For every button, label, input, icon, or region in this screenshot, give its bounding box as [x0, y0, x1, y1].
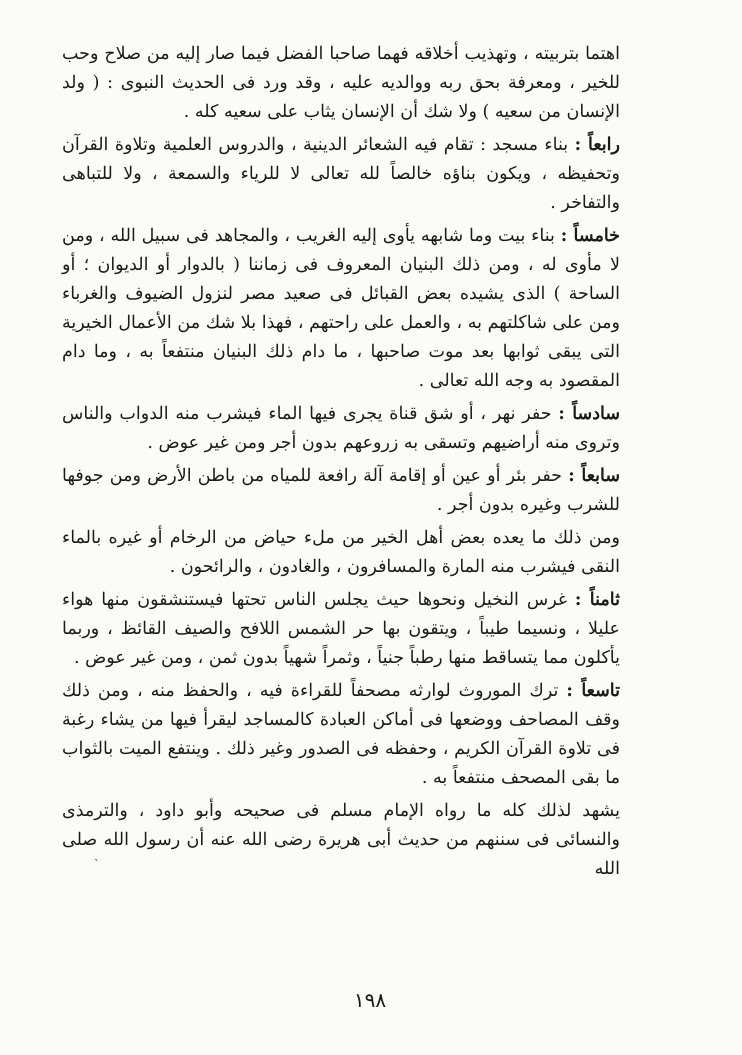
- paragraph-text: ومن ذلك ما يعده بعض أهل الخير من ملء حياض من الرخام أو غيره بالماء النقى فيشرب منه المارة والمسافرون ، والغادون ، والرائحون .: [62, 528, 620, 577]
- page-number: ١٩٨: [353, 988, 387, 1012]
- paragraph-fourth: [62, 131, 620, 218]
- paragraph-text: يشهد لذلك كله ما رواه الإمام مسلم فى صحيحه وأبو داود ، والترمذى والنسائى فى سننهم من حديث أبى هريرة رضى الله عنه أن رسول الله صلى الله: [62, 801, 620, 879]
- paragraph-lead: ثامناً :: [574, 590, 620, 610]
- paragraph-lead: خامساً :: [560, 226, 620, 246]
- paragraph-ninth: [62, 677, 620, 793]
- paragraph-text: حفر بئر أو عين أو إقامة آلة رافعة للمياه من باطن الأرض ومن جوفها للشرب وغيره بدون أجر .: [62, 466, 620, 515]
- paragraph-text: بناء بيت وما شابهه يأوى إليه الغريب ، والمجاهد فى سبيل الله ، ومن لا مأوى له ، ومن ذلك البنيان المعروف فى زماننا ( بالدوار أو الديوان ؛ أو الساحة ) الذى يشيده بعض القبائل فى صعيد مصر لنزول الضيوف والغرباء ومن على شاكلتهم به ، والعمل على راحتهم ، فهذا بلا شك من الأعمال الخيرية التى يبقى ثوابها بعد موت صاحبها ، ما دام ذلك البنيان منتفعاً به ، وما دام المقصود به وجه الله تعالى .: [62, 226, 620, 391]
- paragraph-text: ترك الموروث لوارثه مصحفاً للقراءة فيه ، والحفظ منه ، ومن ذلك وقف المصاحف ووضعها فى أماكن العبادة كالمساجد ليقرأ فيها من يشاء رغبة فى تلاوة القرآن الكريم ، وحفظه فى الصدور وغير ذلك . وينتفع الميت بالثواب ما بقى المصحف منتفعاً به .: [62, 681, 620, 788]
- paragraph-seventh: [62, 462, 620, 520]
- paragraph-lead: سادساً :: [558, 404, 620, 424]
- paragraph-text: حفر نهر ، أو شق قناة يجرى فيها الماء فيشرب منه الدواب والناس وتروى منه أراضيهم وتسقى به زروعهم بدون أجر ومن غير عوض .: [62, 404, 620, 453]
- paragraph-note: [62, 524, 620, 582]
- paragraph-text: بناء مسجد : تقام فيه الشعائر الدينية ، والدروس العلمية وتلاوة القرآن وتحفيظه ، ويكون بناؤه خالصاً لله تعالى لا للرياء والسمعة ، ولا للتباهى والتفاخر .: [62, 135, 620, 213]
- paragraph-text: اهتما بتربيته ، وتهذيب أخلاقه فهما صاحبا الفضل فيما صار إليه من صلاح وحب للخير ، ومعرفة بحق ربه ووالديه عليه ، وقد ورد فى الحديث النبوى : ( ولد الإنسان من سعيه ) ولا شك أن الإنسان يثاب على سعيه كله .: [62, 44, 620, 122]
- paragraph-evidence: [62, 797, 620, 884]
- paragraph-lead: تاسعاً :: [566, 681, 620, 701]
- paragraph-sixth: [62, 400, 620, 458]
- paragraph-lead: رابعاً :: [574, 135, 620, 155]
- paragraph-continuation: [62, 40, 620, 127]
- body-text: [62, 40, 620, 884]
- paragraph-fifth: [62, 222, 620, 396]
- paragraph-eighth: [62, 586, 620, 673]
- paragraph-lead: سابعاً :: [568, 466, 621, 486]
- paragraph-text: غرس النخيل ونحوها حيث يجلس الناس تحتها فيستنشقون منها هواء عليلا ، ونسيما طيباً ، ويتقون بها حر الشمس اللافح والصيف القائظ ، وربما يأكلون مما يتساقط منها رطباً جنياً ، وثمراً شهياً بدون ثمن ، ومن غير عوض .: [62, 590, 620, 668]
- margin-mark: ˏ: [94, 846, 99, 862]
